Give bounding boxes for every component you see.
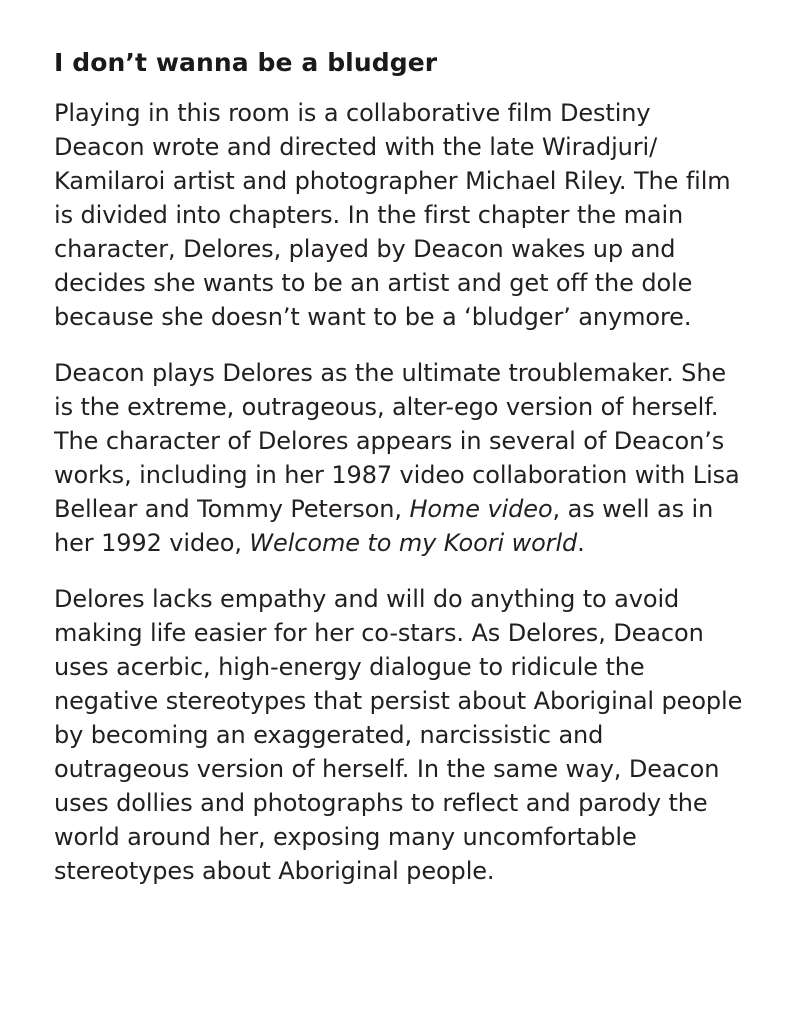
italic-title: Welcome to my Koori world (249, 529, 578, 557)
text-run: Delores lacks empathy and will do anything to avoid making life easier for her co-stars. As Delores, Deacon uses acerbic, high-energy dialogue to ridicule the negative stereotypes that persist about Aboriginal people by becoming an exaggerated, narcissistic and outrageous version of herself. In the same way, Deacon uses dollies and photographs to reflect and parody the world around her, exposing many uncomfortable stereotypes about Aboriginal people. (54, 585, 743, 885)
text-run: Playing in this room is a collaborative film Destiny Deacon wrote and directed with the late Wiradjuri/ Kamilaroi artist and photographer Michael Riley. The film is divided into chapters. In the first chapter the main character, Delores, played by Deacon wakes up and decides she wants to be an artist and get off the dole because she doesn’t want to be a ‘bludger’ anymore. (54, 99, 731, 331)
page-title: I don’t wanna be a bludger (54, 48, 438, 77)
text-run: Deacon plays Delores as the ultimate troublemaker. She is the extreme, outrageous, alter-ego version of herself. The character of Delores appears in several of Deacon’s works, including in her 1987 video collaboration with Lisa Bellear and Tommy Peterson, (54, 359, 740, 523)
paragraph (54, 356, 743, 560)
document-body (54, 96, 743, 888)
italic-title: Home video (409, 495, 553, 523)
paragraph (54, 582, 743, 888)
paragraph (54, 96, 743, 334)
text-run: , as well as in her 1992 video, (54, 495, 714, 557)
text-run: . (577, 529, 585, 557)
